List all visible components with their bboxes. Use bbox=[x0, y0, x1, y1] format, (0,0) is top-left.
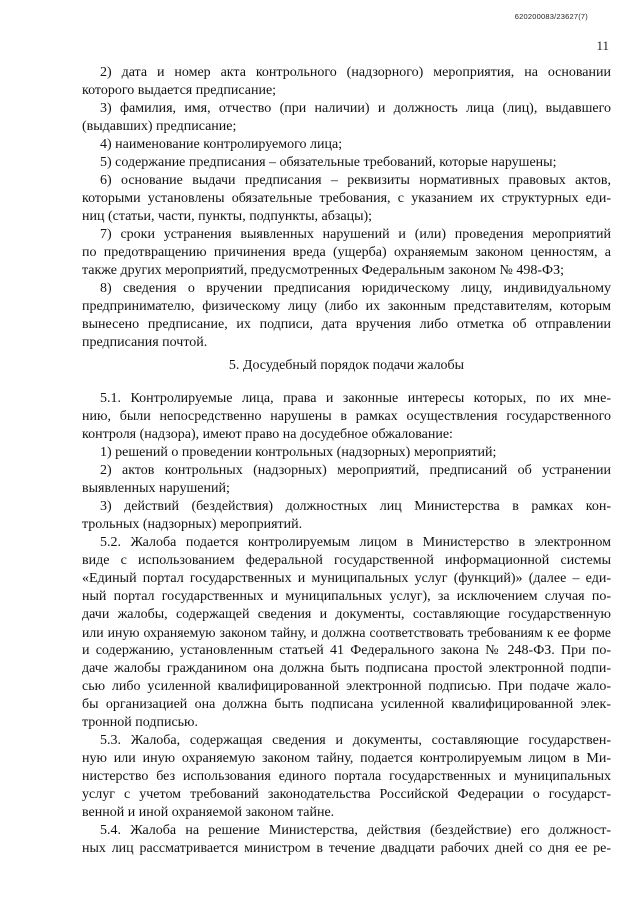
text-line: выявленных нарушений; bbox=[82, 481, 230, 496]
text-line: 7) сроки устранения выявленных нарушений и (или) проведения мероприятий bbox=[100, 227, 611, 242]
text-line: которого выдается предписание; bbox=[82, 83, 277, 98]
text-line: 1) решений о проведении контрольных (надзорных) мероприятий; bbox=[100, 445, 497, 460]
text-line: контроля (надзора), имеют право на досудебное обжалование: bbox=[82, 427, 453, 442]
text-line: виде с использованием федеральной государственной информационной системы bbox=[82, 553, 611, 568]
text-line: нию, были непосредственно нарушены в рамках осуществления государственного bbox=[82, 409, 611, 424]
page-number: 11 bbox=[596, 38, 609, 53]
text-line: ных лиц рассматривается министром в течение двадцати рабочих дней со дня ее ре- bbox=[82, 841, 611, 856]
text-line: нистерство без использования единого портала государственных и муниципальных bbox=[82, 769, 611, 784]
text-line: и содержанию, установленным статьей 41 Федерального закона № 248-ФЗ. При по- bbox=[82, 643, 611, 658]
text-line: 2) дата и номер акта контрольного (надзорного) мероприятия, на основании bbox=[100, 65, 611, 80]
text-line: 6) основание выдачи предписания – реквизиты нормативных правовых актов, bbox=[100, 173, 611, 188]
text-line: венной и иной охраняемой законом тайне. bbox=[82, 805, 335, 820]
text-line: которыми установлены обязательные требования, с указанием их структурных еди- bbox=[82, 191, 611, 206]
text-line: «Единый портал государственных и муниципальных услуг (функций)» (далее – еди- bbox=[82, 571, 611, 586]
text-line: ную или иную охраняемую законом тайну, подается контролируемым лицом в Ми- bbox=[82, 751, 611, 766]
text-line: предпринимателю, физическому лицу (либо их законным представителям, которым bbox=[82, 299, 611, 314]
text-line: 5.1. Контролируемые лица, права и законные интересы которых, по их мне- bbox=[100, 391, 611, 406]
text-line: 8) сведения о вручении предписания юридическому лицу, индивидуальному bbox=[100, 281, 611, 296]
section-heading: 5. Досудебный порядок подачи жалобы bbox=[228, 358, 465, 373]
text-line: по предотвращению причинения вреда (ущерба) охраняемым законом ценностям, а bbox=[82, 245, 611, 260]
text-line: бы организацией она должна быть подписана усиленной квалифицированной элек- bbox=[82, 697, 611, 712]
text-line: ный портал государственных и муниципальных услуг), за исключением случая по- bbox=[82, 589, 611, 604]
text-line: даче жалобы гражданином она должна быть подписана простой электронной подпи- bbox=[82, 661, 611, 676]
text-line: тронной подписью. bbox=[82, 715, 199, 730]
text-line: 5.3. Жалоба, содержащая сведения и документы, составляющие государствен- bbox=[100, 733, 611, 748]
text-line: 4) наименование контролируемого лица; bbox=[100, 137, 343, 152]
text-line: 3) фамилия, имя, отчество (при наличии) и должность лица (лиц), выдавшего bbox=[100, 101, 611, 116]
text-line: также других мероприятий, предусмотренных Федеральным законом № 498-ФЗ; bbox=[82, 263, 565, 278]
text-line: или иную охраняемую законом тайну, и должна соответствовать требованиям к ее форме bbox=[82, 625, 611, 640]
text-line: ниц (статьи, части, пункты, подпункты, абзацы); bbox=[82, 209, 373, 224]
text-line: 5.2. Жалоба подается контролируемым лицом в Министерство в электронном bbox=[100, 535, 611, 550]
text-line: трольных (надзорных) мероприятий. bbox=[82, 517, 303, 532]
text-line: дачи жалобы, содержащей сведения и документы, составляющие государственную bbox=[82, 607, 611, 622]
text-line: 5) содержание предписания – обязательные требований, которые нарушены; bbox=[100, 155, 557, 170]
text-line: вынесено предписание, их подписи, дата вручения либо отметка об отправлении bbox=[82, 317, 611, 332]
text-line: (выдавших) предписание; bbox=[82, 119, 237, 134]
text-line: сью либо усиленной квалифицированной электронной подписью. При подаче жало- bbox=[82, 679, 611, 694]
text-line: услуг с учетом требований законодательства Российской Федерации о государст- bbox=[82, 787, 611, 802]
text-line: 3) действий (бездействия) должностных лиц Министерства в рамках кон- bbox=[100, 499, 611, 514]
text-line: 5.4. Жалоба на решение Министерства, действия (бездействие) его должност- bbox=[100, 823, 611, 838]
document-number: 620200083/23627(7) bbox=[514, 12, 588, 21]
text-line: предписания почтой. bbox=[82, 335, 208, 350]
text-line: 2) актов контрольных (надзорных) мероприятий, предписаний об устранении bbox=[100, 463, 611, 478]
